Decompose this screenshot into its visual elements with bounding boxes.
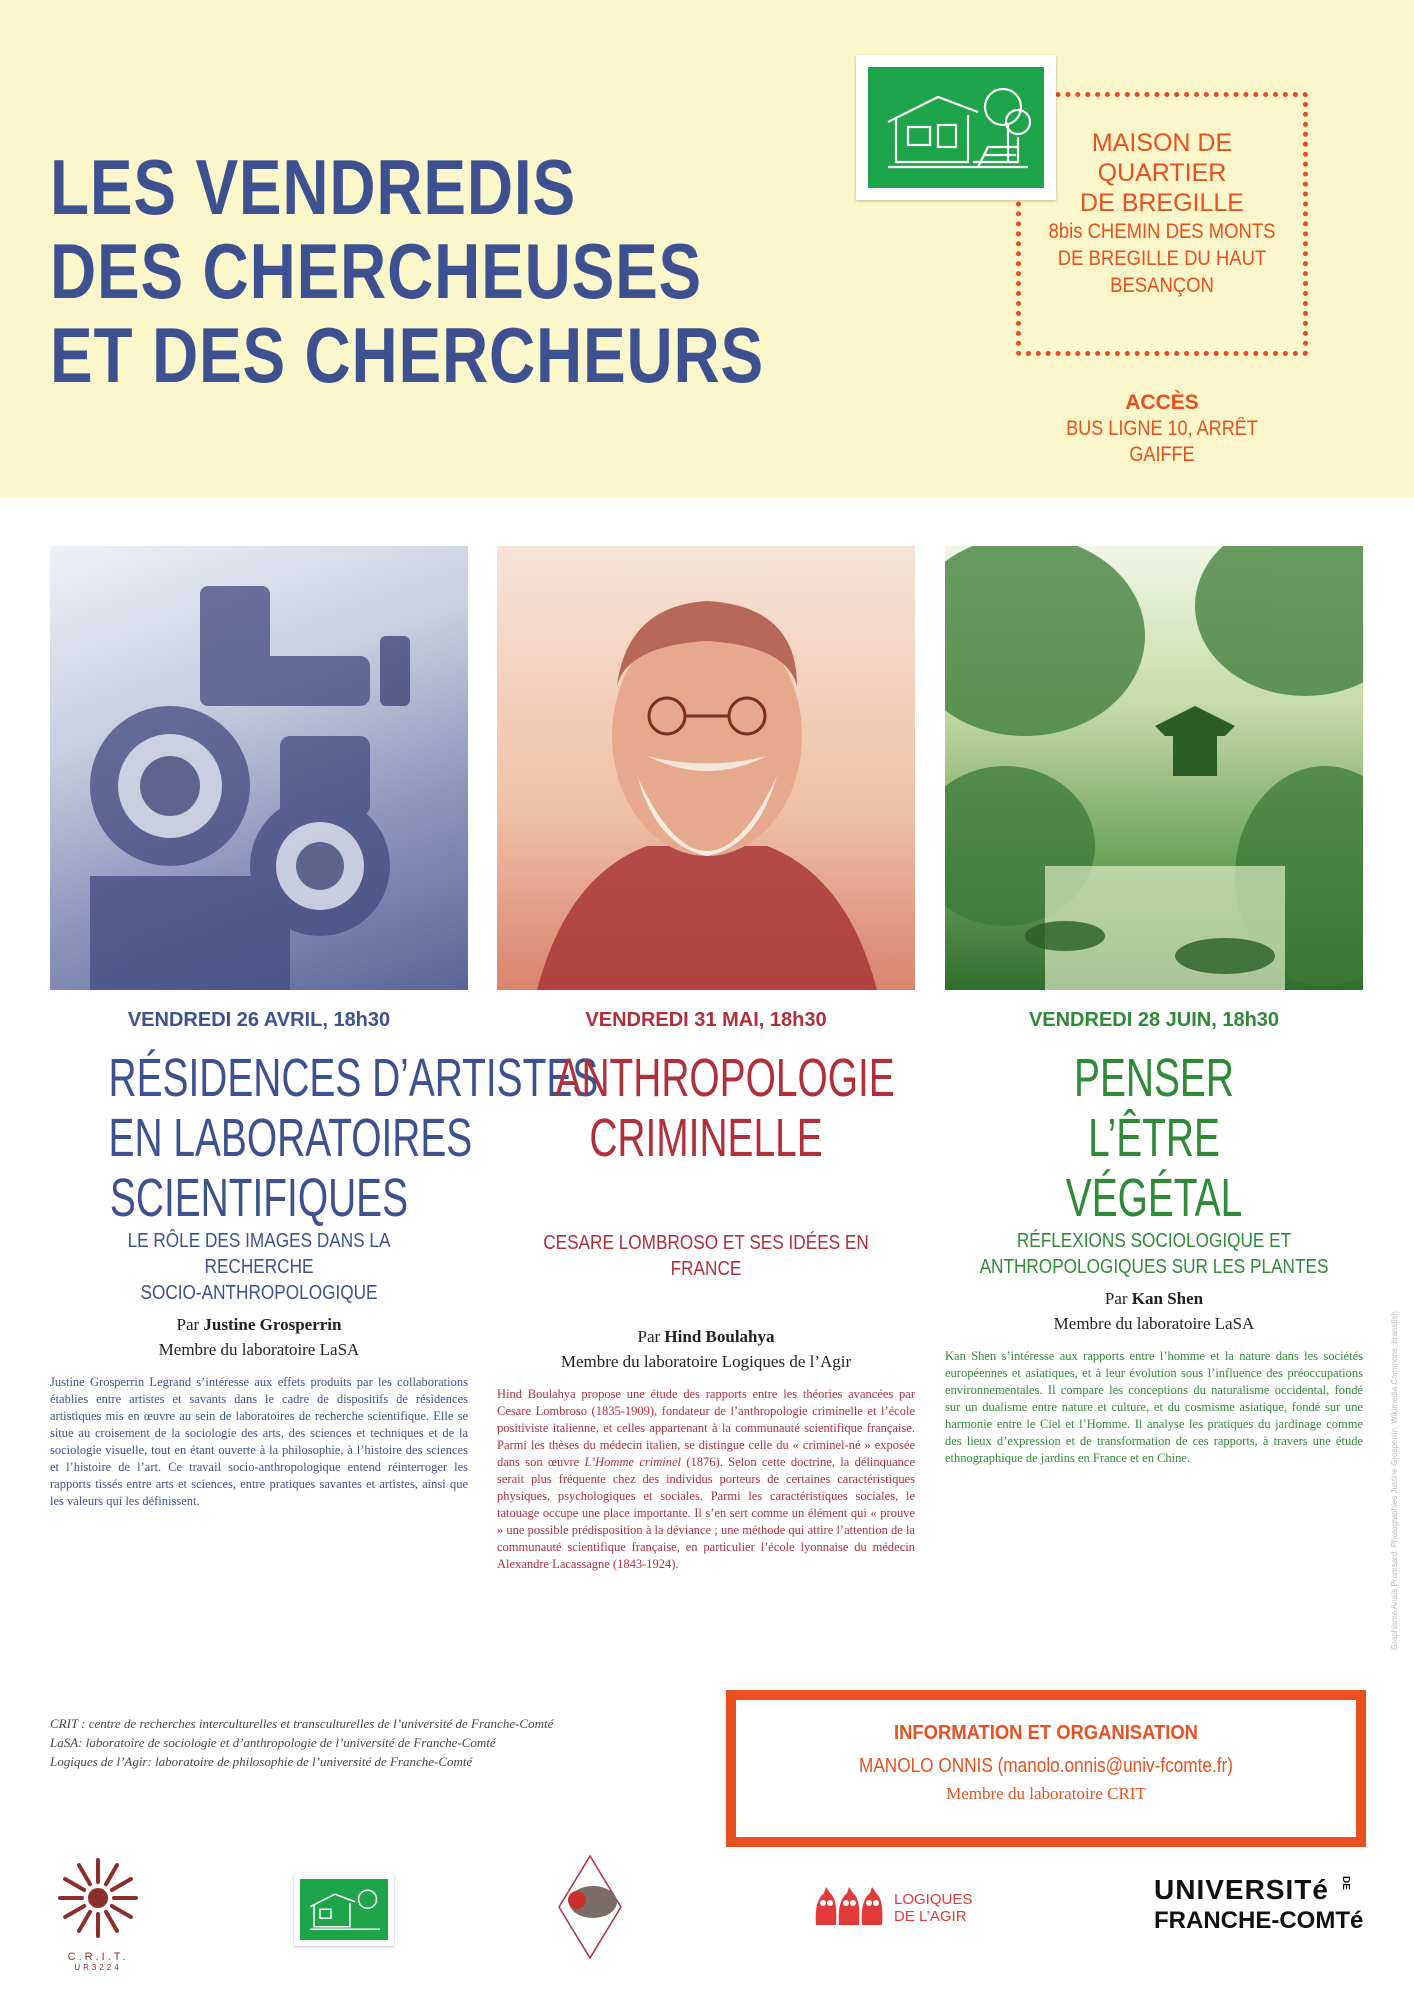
event-date: VENDREDI 28 JUIN, 18h30	[1028, 1009, 1280, 1031]
lombroso-portrait-photo	[497, 546, 915, 990]
event-speaker	[945, 1286, 1363, 1312]
univ-line: FRANCHE-COMTé	[1154, 1907, 1364, 1934]
event-title-line: CRIMINELLE	[589, 1108, 823, 1168]
event-description	[497, 1386, 915, 1573]
venue-address-line: BESANÇON	[1110, 274, 1214, 297]
venue-address-line: DE BREGILLE DU HAUT	[1057, 247, 1267, 270]
event-description: Justine Grosperrin Legrand s’intéresse aux effets produits par les collaborations établies entre artistes et savants dans le cadre de dispositifs de résidences artistiques mis en œuvre au sein de laboratoires de recherche scientifique. Elle se situe au croisement de la sociologie des arts, des sciences et techniques et de la sociologie visuelle, tout en étant ouverte à la philosophie, à l’histoire des sciences et l’histoire de l’art. Ce travail socio-anthropologique entend réinterroger les rapports tissés entre arts et sciences, entre pratiques savantes et artistes, ainsi que les valeurs qui les définissent.	[50, 1375, 468, 1508]
event-subtitle-line: LE RÔLE DES IMAGES DANS LA RECHERCHE	[127, 1230, 391, 1278]
event-date: VENDREDI 26 AVRIL, 18h30	[127, 1009, 391, 1031]
info-heading: INFORMATION ET ORGANISATION	[894, 1722, 1198, 1744]
universite-franche-comte-logo	[1154, 1874, 1364, 1944]
event-column-june	[945, 1006, 1363, 1467]
event-lab: Membre du laboratoire LaSA	[1053, 1314, 1255, 1333]
venue-name-line: QUARTIER	[1097, 159, 1227, 187]
event-subtitle-line: SOCIO-ANTHROPOLOGIQUE	[140, 1282, 378, 1304]
optical-instrument-photo	[50, 546, 468, 990]
by-prefix: Par	[637, 1327, 661, 1346]
event-subtitle-line: RÉFLEXIONS SOCIOLOGIQUE ET	[1016, 1230, 1292, 1252]
by-prefix: Par	[176, 1315, 200, 1334]
description-text: (1876). Selon cette doctrine, la délinquance serait plus fréquente chez des individus porteurs de certaines caractéristiques physiques, psychologiques et sociales. Parmi les caractéristiques sociales, le tatouage occupe une place importante. Il s’en sert comme un élément qui « prouve » une possible prédisposition à la déviance ; une méthode qui attire l’attention de la communauté scientifique française, en particulier l’école lyonnaise du médecin Alexandre Lacassagne (1843-1924).	[497, 1455, 915, 1571]
event-title-line: SCIENTIFIQUES	[109, 1168, 409, 1228]
event-title-line: EN LABORATOIRES	[108, 1108, 473, 1168]
logiques-line: LOGIQUES	[894, 1891, 973, 1908]
info-contact[interactable]: MANOLO ONNIS (manolo.onnis@univ-fcomte.fr)	[859, 1755, 1233, 1777]
event-column-april	[50, 1006, 599, 1510]
info-member: Membre du laboratoire CRIT	[946, 1784, 1146, 1803]
event-description: Kan Shen s’intéresse aux rapports entre l’homme et la nature dans les sociétés européennes et asiatiques, et à leur évolution sous l’influence des préoccupations environnementales. Il compare les conceptions du naturalisme occidental, fondé sur un dualisme entre nature et culture, et du cosmisme asiatique, fondé sur une harmonie entre le Ciel et l’Homme. Il analyse les pratiques du jardinage comme des lieux d’expression et de transformation de ces rapports, à travers une étude ethnographique de jardins en France et en Chine.	[945, 1349, 1363, 1465]
venue-block	[1016, 128, 1308, 299]
univ-de: DE	[1340, 1876, 1351, 1890]
logiques-line: DE L’AGIR	[894, 1908, 967, 1925]
crit-code: UR3224	[74, 1963, 122, 1972]
event-speaker	[497, 1324, 915, 1350]
univ-line: UNIVERSITé	[1154, 1874, 1329, 1905]
event-title-line: VÉGÉTAL	[1065, 1168, 1243, 1228]
venue-address-line: 8bis CHEMIN DES MONTS	[1048, 220, 1276, 243]
speaker-name: Justine Grosperrin	[203, 1315, 342, 1334]
owls-icon	[812, 1885, 886, 1929]
venue-name-line: DE BREGILLE	[1080, 189, 1244, 217]
footnote-line: Logiques de l’Agir: laboratoire de philosophie de l’université de Franche-Comté	[50, 1754, 473, 1769]
event-lab: Membre du laboratoire LaSA	[158, 1340, 360, 1359]
maison-quartier-small-logo	[294, 1873, 394, 1946]
access-label: ACCÈS	[1125, 391, 1199, 414]
footnote-line: CRIT : centre de recherches interculturelles et transculturelles de l’université de Franche-Comté	[50, 1716, 554, 1731]
house-drawing-icon	[300, 1879, 388, 1940]
access-value: BUS LIGNE 10, ARRÊT GAIFFE	[1066, 417, 1258, 466]
description-text: Hind Boulahya propose une étude des rapports entre les théories avancées par Cesare Lombroso (1835-1909), fondateur de l’anthropologie criminelle et l’école positiviste italienne, et celles appartenant à la communauté scientifique française. Parmi les thèses du médecin italien, se distingue celle du « criminel-né » exposée dans son œuvre	[497, 1387, 915, 1469]
venue-name-line: MAISON DE	[1091, 129, 1233, 157]
credit-text: Graphisme Anaïs Promsard. Photographies Justine Grosperrin, Wikimedia Commons, bransfish	[1390, 1311, 1399, 1650]
by-prefix: Par	[1104, 1289, 1128, 1308]
title-line: DES CHERCHEUSES	[50, 227, 703, 315]
information-box	[726, 1690, 1366, 1847]
lasa-emblem-icon	[555, 1852, 625, 1962]
event-date: VENDREDI 31 MAI, 18h30	[585, 1009, 827, 1031]
title-line: ET DES CHERCHEURS	[50, 311, 765, 399]
event-lab: Membre du laboratoire Logiques de l’Agir	[560, 1352, 852, 1371]
chinese-garden-photo	[945, 546, 1363, 990]
photo-credit	[1390, 1150, 1410, 1650]
event-speaker	[50, 1312, 468, 1338]
event-title-line: RÉSIDENCES D’ARTISTES	[108, 1048, 599, 1108]
event-title-line: ANTHROPOLOGIE	[555, 1048, 895, 1108]
page-title	[50, 145, 804, 397]
event-subtitle-line: CESARE LOMBROSO ET SES IDÉES EN FRANCE	[543, 1232, 869, 1280]
event-column-may	[497, 1006, 915, 1573]
book-title: L’Homme criminel	[584, 1455, 682, 1469]
speaker-name: Kan Shen	[1131, 1289, 1204, 1308]
crit-spiral-icon	[48, 1852, 148, 1944]
footnote-line: LaSA: laboratoire de sociologie et d’anthropologie de l’université de Franche-Comté	[50, 1735, 496, 1750]
lab-footnotes	[50, 1714, 650, 1771]
event-subtitle-line: ANTHROPOLOGIQUES SUR LES PLANTES	[979, 1256, 1329, 1278]
crit-logo	[48, 1852, 148, 1972]
speaker-name: Hind Boulahya	[664, 1327, 775, 1346]
title-line: LES VENDREDIS	[50, 143, 577, 231]
lasa-logo	[555, 1852, 625, 1962]
logiques-agir-logo	[812, 1885, 1012, 1935]
access-block	[1016, 390, 1308, 468]
event-title-line: L’ÊTRE	[1088, 1108, 1220, 1168]
event-title-line: PENSER	[1074, 1048, 1234, 1108]
crit-name: C.R.I.T.	[67, 1951, 129, 1963]
